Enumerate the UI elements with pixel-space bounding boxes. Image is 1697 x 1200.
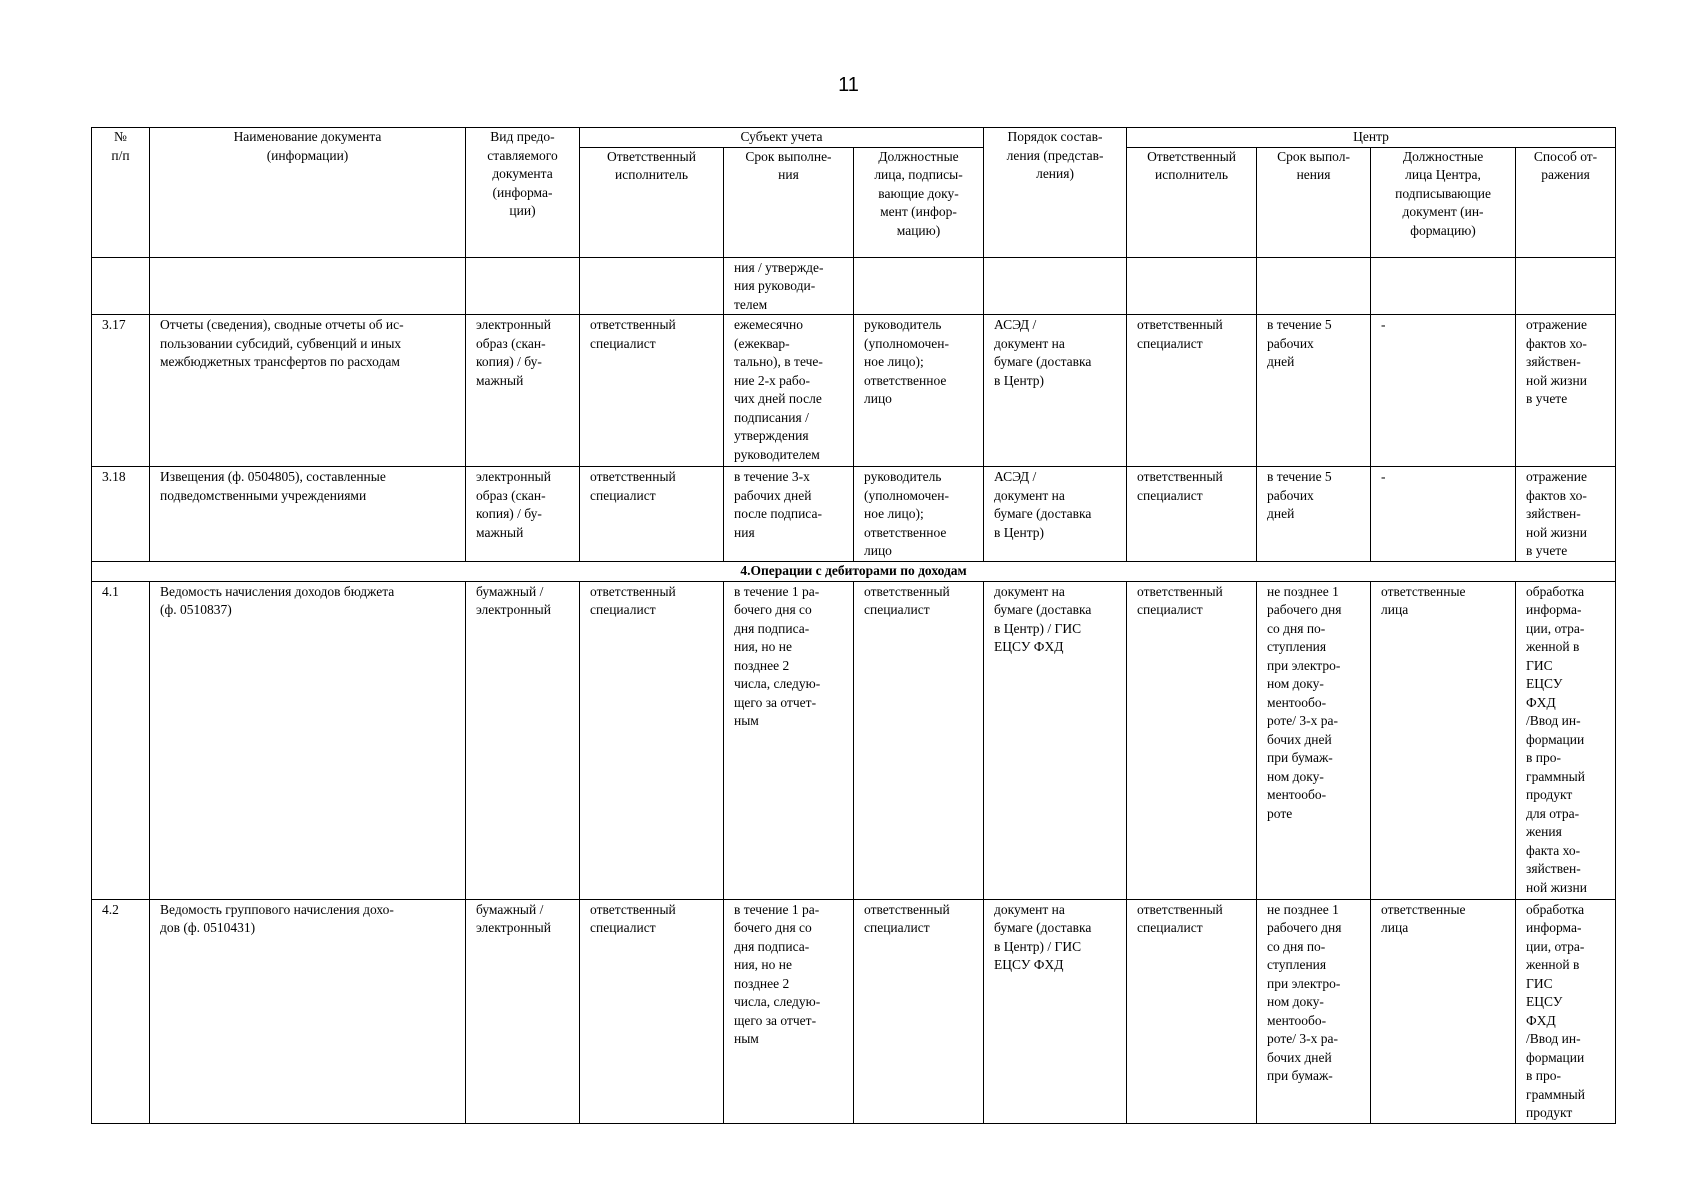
table-row <box>92 467 1616 562</box>
document-name: Отчеты (сведения), сводные отчеты об ис- пользовании субсидий, субвенций и иных межбюджетных трансфертов по расходам <box>150 315 466 467</box>
header-row-top <box>92 128 1616 148</box>
order: АСЭД / документ на бумаге (доставка в Центр) <box>984 467 1127 562</box>
center-signers: - <box>1371 467 1516 562</box>
center-executor: ответственный специалист <box>1127 899 1257 1123</box>
center-deadline: не позднее 1 рабочего дня со дня по- ступления при электро- ном доку- ментообо- роте/ 3-х ра- бочих дней при бумаж- ном доку- ментообо- роте <box>1257 581 1371 899</box>
center-executor: ответственный специалист <box>1127 467 1257 562</box>
center-executor: ответственный специалист <box>1127 315 1257 467</box>
header-center-method: Способ от- ражения <box>1516 147 1616 257</box>
header-num: № п/п <box>92 128 150 258</box>
document-name: Извещения (ф. 0504805), составленные подведомственными учреждениями <box>150 467 466 562</box>
table-cell <box>580 257 724 315</box>
document-name: Ведомость начисления доходов бюджета (ф. 0510837) <box>150 581 466 899</box>
subject-signers: ответственный специалист <box>854 899 984 1123</box>
row-number: 3.18 <box>92 467 150 562</box>
header-order: Порядок состав- ления (представ- ления) <box>984 128 1127 258</box>
document-name: Ведомость группового начисления дохо- дов (ф. 0510431) <box>150 899 466 1123</box>
subject-signers: руководитель (уполномочен- ное лицо); ответственное лицо <box>854 315 984 467</box>
order: документ на бумаге (доставка в Центр) / ГИС ЕЦСУ ФХД <box>984 581 1127 899</box>
document-type: бумажный / электронный <box>466 581 580 899</box>
center-signers: ответственные лица <box>1371 581 1516 899</box>
table-cell <box>854 257 984 315</box>
center-executor: ответственный специалист <box>1127 581 1257 899</box>
row-number: 3.17 <box>92 315 150 467</box>
header-center-signers: Должностные лица Центра, подписывающие документ (ин- формацию) <box>1371 147 1516 257</box>
table-cell: ния / утвержде- ния руководи- телем <box>724 257 854 315</box>
center-method: отражение фактов хо- зяйствен- ной жизни в учете <box>1516 315 1616 467</box>
page-number: 11 <box>838 74 859 96</box>
subject-executor: ответственный специалист <box>580 581 724 899</box>
table-cell <box>984 257 1127 315</box>
header-document-name: Наименование документа (информации) <box>150 128 466 258</box>
header-center-deadline: Срок выпол- нения <box>1257 147 1371 257</box>
table-cell <box>1516 257 1616 315</box>
table-row <box>92 899 1616 1123</box>
document-type: электронный образ (скан- копия) / бу- мажный <box>466 467 580 562</box>
row-number: 4.2 <box>92 899 150 1123</box>
subject-deadline: в течение 1 ра- бочего дня со дня подписа- ния, но не позднее 2 числа, следую- щего за отчет- ным <box>724 899 854 1123</box>
document-table <box>91 127 1616 1124</box>
center-deadline: в течение 5 рабочих дней <box>1257 315 1371 467</box>
order: АСЭД / документ на бумаге (доставка в Центр) <box>984 315 1127 467</box>
header-subject-deadline: Срок выполне- ния <box>724 147 854 257</box>
table-cell <box>1127 257 1257 315</box>
center-deadline: в течение 5 рабочих дней <box>1257 467 1371 562</box>
table-cell <box>150 257 466 315</box>
center-method: обработка информа- ции, отра- женной в ГИС ЕЦСУ ФХД /Ввод ин- формации в про- граммный продукт <box>1516 899 1616 1123</box>
table-cell <box>1371 257 1516 315</box>
subject-deadline: ежемесячно (ежеквар- тально), в тече- ние 2-х рабо- чих дней после подписания / утверждения руководителем <box>724 315 854 467</box>
header-document-type: Вид предо- ставляемого документа (информа- ции) <box>466 128 580 258</box>
subject-signers: ответственный специалист <box>854 581 984 899</box>
order: документ на бумаге (доставка в Центр) / ГИС ЕЦСУ ФХД <box>984 899 1127 1123</box>
center-signers: - <box>1371 315 1516 467</box>
center-method: отражение фактов хо- зяйствен- ной жизни в учете <box>1516 467 1616 562</box>
table-cell <box>92 257 150 315</box>
subject-executor: ответственный специалист <box>580 899 724 1123</box>
table-cell <box>1257 257 1371 315</box>
header-subject-executor: Ответственный исполнитель <box>580 147 724 257</box>
header-center-executor: Ответственный исполнитель <box>1127 147 1257 257</box>
header-group-center: Центр <box>1127 128 1616 148</box>
center-method: обработка информа- ции, отра- женной в ГИС ЕЦСУ ФХД /Ввод ин- формации в про- граммный продукт для отра- жения факта хо- зяйствен- ной жизни <box>1516 581 1616 899</box>
section-row <box>92 562 1616 582</box>
center-signers: ответственные лица <box>1371 899 1516 1123</box>
table-row <box>92 315 1616 467</box>
subject-executor: ответственный специалист <box>580 467 724 562</box>
header-group-subject: Субъект учета <box>580 128 984 148</box>
table-row <box>92 581 1616 899</box>
center-deadline: не позднее 1 рабочего дня со дня по- ступления при электро- ном доку- ментообо- роте/ 3-х ра- бочих дней при бумаж- <box>1257 899 1371 1123</box>
header-subject-signers: Должностные лица, подписы- вающие доку- мент (инфор- мацию) <box>854 147 984 257</box>
subject-deadline: в течение 3-х рабочих дней после подписа- ния <box>724 467 854 562</box>
table-cell <box>466 257 580 315</box>
document-type: электронный образ (скан- копия) / бу- мажный <box>466 315 580 467</box>
document-type: бумажный / электронный <box>466 899 580 1123</box>
subject-executor: ответственный специалист <box>580 315 724 467</box>
subject-signers: руководитель (уполномочен- ное лицо); ответственное лицо <box>854 467 984 562</box>
table-row <box>92 257 1616 315</box>
subject-deadline: в течение 1 ра- бочего дня со дня подписа- ния, но не позднее 2 числа, следую- щего за отчет- ным <box>724 581 854 899</box>
section-title: 4.Операции с дебиторами по доходам <box>92 562 1616 582</box>
row-number: 4.1 <box>92 581 150 899</box>
